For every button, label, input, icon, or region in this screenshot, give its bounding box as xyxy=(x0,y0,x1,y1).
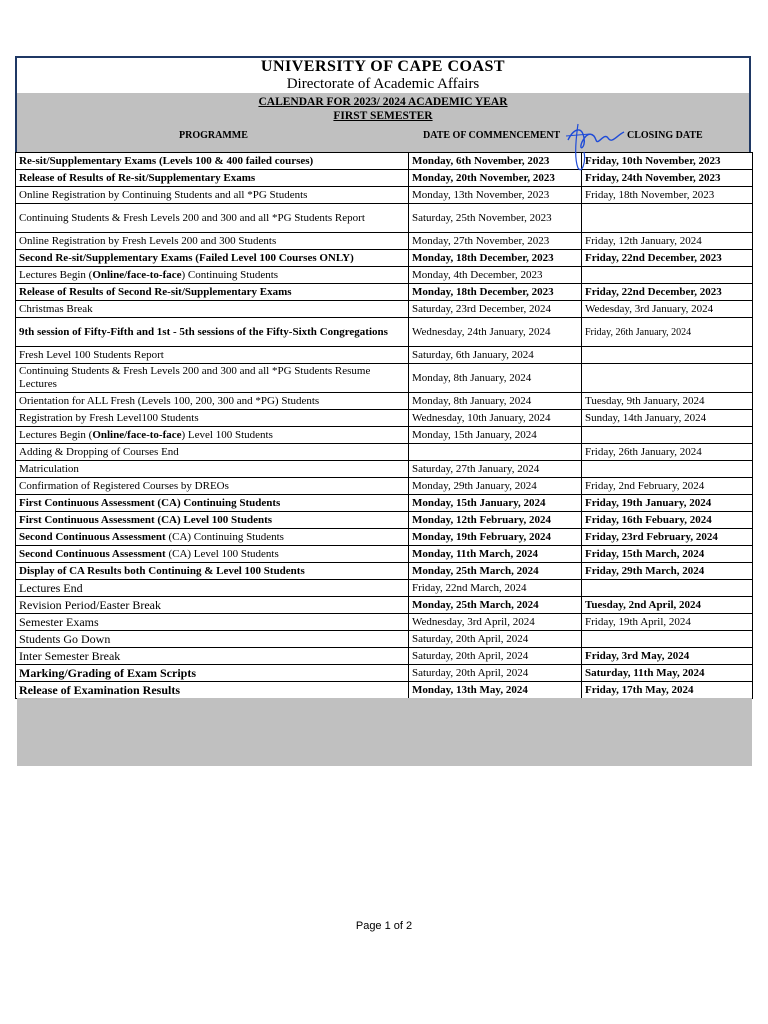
calendar-table xyxy=(15,152,753,699)
closing-cell xyxy=(582,580,753,597)
commencement-cell: Monday, 19th February, 2024 xyxy=(409,529,582,546)
commencement-cell: Saturday, 25th November, 2023 xyxy=(409,204,582,233)
commencement-cell: Saturday, 20th April, 2024 xyxy=(409,631,582,648)
commencement-cell: Monday, 6th November, 2023 xyxy=(409,153,582,170)
programme-cell: Christmas Break xyxy=(16,301,409,318)
programme-cell: Continuing Students & Fresh Levels 200 and 300 and all *PG Students Resume Lectures xyxy=(16,364,409,393)
closing-cell: Friday, 15th March, 2024 xyxy=(582,546,753,563)
programme-cell: Release of Results of Re-sit/Supplementary Exams xyxy=(16,170,409,187)
closing-cell: Friday, 19th April, 2024 xyxy=(582,614,753,631)
programme-text: (CA) Level 100 Students xyxy=(165,547,279,560)
programme-cell: Release of Results of Second Re-sit/Supplementary Exams xyxy=(16,284,409,301)
closing-cell: Friday, 12th January, 2024 xyxy=(582,233,753,250)
programme-text: Online/face-to-face xyxy=(92,428,182,441)
closing-cell: Friday, 16th Febuary, 2024 xyxy=(582,512,753,529)
commencement-cell: Monday, 13th November, 2023 xyxy=(409,187,582,204)
table-row xyxy=(16,233,753,250)
programme-cell: Adding & Dropping of Courses End xyxy=(16,444,409,461)
programme-cell: Fresh Level 100 Students Report xyxy=(16,347,409,364)
commencement-cell: Monday, 8th January, 2024 xyxy=(409,364,582,393)
column-headers xyxy=(17,124,749,146)
programme-cell: Revision Period/Easter Break xyxy=(16,597,409,614)
closing-cell xyxy=(582,267,753,284)
table-row xyxy=(16,204,753,233)
table-row xyxy=(16,187,753,204)
commencement-cell xyxy=(409,444,582,461)
commencement-cell: Wednesday, 24th January, 2024 xyxy=(409,318,582,347)
commencement-cell: Monday, 12th February, 2024 xyxy=(409,512,582,529)
programme-text: Online/face-to-face xyxy=(92,268,182,281)
commencement-cell: Monday, 4th December, 2023 xyxy=(409,267,582,284)
column-header-programme: PROGRAMME xyxy=(179,130,248,141)
semester-title: FIRST SEMESTER xyxy=(333,110,433,122)
closing-cell: Friday, 17th May, 2024 xyxy=(582,682,753,699)
table-row xyxy=(16,580,753,597)
table-row xyxy=(16,364,753,393)
table-row xyxy=(16,250,753,267)
closing-cell: Friday, 26th January, 2024 xyxy=(582,444,753,461)
programme-cell xyxy=(16,546,409,563)
closing-cell: Friday, 22nd December, 2023 xyxy=(582,250,753,267)
table-row xyxy=(16,648,753,665)
table-row xyxy=(16,631,753,648)
closing-cell xyxy=(582,461,753,478)
closing-cell xyxy=(582,364,753,393)
programme-cell: Online Registration by Continuing Students and all *PG Students xyxy=(16,187,409,204)
table-row xyxy=(16,318,753,347)
programme-cell: Confirmation of Registered Courses by DREOs xyxy=(16,478,409,495)
table-row xyxy=(16,563,753,580)
closing-cell: Friday, 19th January, 2024 xyxy=(582,495,753,512)
commencement-cell: Monday, 25th March, 2024 xyxy=(409,597,582,614)
programme-text: ) Continuing Students xyxy=(181,268,279,281)
commencement-cell: Wednesday, 3rd April, 2024 xyxy=(409,614,582,631)
programme-cell: Semester Exams xyxy=(16,614,409,631)
calendar-header xyxy=(15,93,751,152)
programme-text: Lectures Begin ( xyxy=(19,268,93,281)
closing-cell: Friday, 23rd February, 2024 xyxy=(582,529,753,546)
table-row xyxy=(16,301,753,318)
table-row xyxy=(16,529,753,546)
programme-cell: Orientation for ALL Fresh (Levels 100, 200, 300 and *PG) Students xyxy=(16,393,409,410)
title-box xyxy=(15,56,751,93)
commencement-cell: Wednesday, 10th January, 2024 xyxy=(409,410,582,427)
programme-text: Second Continuous Assessment xyxy=(19,547,166,560)
calendar-title: CALENDAR FOR 2023/ 2024 ACADEMIC YEAR xyxy=(258,96,508,108)
table-row xyxy=(16,393,753,410)
commencement-cell: Monday, 15th January, 2024 xyxy=(409,427,582,444)
table-row xyxy=(16,461,753,478)
programme-cell: 9th session of Fifty-Fifth and 1st - 5th sessions of the Fifty-Sixth Congregations xyxy=(16,318,409,347)
commencement-cell: Monday, 8th January, 2024 xyxy=(409,393,582,410)
closing-cell: Friday, 10th November, 2023 xyxy=(582,153,753,170)
programme-cell: Display of CA Results both Continuing & Level 100 Students xyxy=(16,563,409,580)
table-row xyxy=(16,597,753,614)
closing-cell xyxy=(582,631,753,648)
programme-cell: Students Go Down xyxy=(16,631,409,648)
commencement-cell: Monday, 11th March, 2024 xyxy=(409,546,582,563)
programme-cell: Registration by Fresh Level100 Students xyxy=(16,410,409,427)
commencement-cell: Saturday, 6th January, 2024 xyxy=(409,347,582,364)
programme-cell: Re-sit/Supplementary Exams (Levels 100 & 400 failed courses) xyxy=(16,153,409,170)
programme-cell xyxy=(16,529,409,546)
closing-cell xyxy=(582,347,753,364)
table-row xyxy=(16,495,753,512)
closing-cell xyxy=(582,204,753,233)
programme-cell xyxy=(16,427,409,444)
closing-cell: Friday, 18th November, 2023 xyxy=(582,187,753,204)
calendar-rows xyxy=(16,153,753,699)
closing-cell: Wedesday, 3rd January, 2024 xyxy=(582,301,753,318)
commencement-cell: Monday, 27th November, 2023 xyxy=(409,233,582,250)
directorate-name: Directorate of Academic Affairs xyxy=(286,76,480,92)
closing-cell xyxy=(582,427,753,444)
table-row xyxy=(16,444,753,461)
closing-cell: Friday, 24th November, 2023 xyxy=(582,170,753,187)
programme-cell: First Continuous Assessment (CA) Level 100 Students xyxy=(16,512,409,529)
programme-cell: Second Re-sit/Supplementary Exams (Failed Level 100 Courses ONLY) xyxy=(16,250,409,267)
commencement-cell: Monday, 29th January, 2024 xyxy=(409,478,582,495)
closing-cell: Tuesday, 9th January, 2024 xyxy=(582,393,753,410)
commencement-cell: Saturday, 20th April, 2024 xyxy=(409,648,582,665)
university-name: UNIVERSITY OF CAPE COAST xyxy=(260,58,506,75)
programme-text: ) Level 100 Students xyxy=(181,428,273,441)
table-row xyxy=(16,170,753,187)
table-row xyxy=(16,347,753,364)
commencement-cell: Monday, 18th December, 2023 xyxy=(409,284,582,301)
programme-cell: Online Registration by Fresh Levels 200 and 300 Students xyxy=(16,233,409,250)
programme-cell: First Continuous Assessment (CA) Continuing Students xyxy=(16,495,409,512)
commencement-cell: Saturday, 20th April, 2024 xyxy=(409,665,582,682)
programme-cell: Continuing Students & Fresh Levels 200 and 300 and all *PG Students Report xyxy=(16,204,409,233)
column-header-commencement: DATE OF COMMENCEMENT xyxy=(423,130,561,141)
commencement-cell: Monday, 13th May, 2024 xyxy=(409,682,582,699)
closing-cell: Friday, 3rd May, 2024 xyxy=(582,648,753,665)
programme-text: (CA) Continuing Students xyxy=(165,530,284,543)
programme-cell: Matriculation xyxy=(16,461,409,478)
table-row xyxy=(16,410,753,427)
table-row xyxy=(16,427,753,444)
programme-cell xyxy=(16,267,409,284)
table-row xyxy=(16,665,753,682)
table-row xyxy=(16,478,753,495)
table-row xyxy=(16,546,753,563)
programme-cell: Lectures End xyxy=(16,580,409,597)
closing-cell: Saturday, 11th May, 2024 xyxy=(582,665,753,682)
commencement-cell: Saturday, 23rd December, 2024 xyxy=(409,301,582,318)
calendar-sheet xyxy=(15,56,751,699)
commencement-cell: Monday, 15th January, 2024 xyxy=(409,495,582,512)
closing-cell: Friday, 29th March, 2024 xyxy=(582,563,753,580)
programme-cell: Release of Examination Results xyxy=(16,682,409,699)
table-row xyxy=(16,267,753,284)
closing-cell: Friday, 26th January, 2024 xyxy=(582,318,753,347)
commencement-cell: Monday, 20th November, 2023 xyxy=(409,170,582,187)
programme-cell: Inter Semester Break xyxy=(16,648,409,665)
programme-text: Second Continuous Assessment xyxy=(19,530,166,543)
programme-text: Lectures Begin ( xyxy=(19,428,93,441)
column-header-closing: CLOSING DATE xyxy=(627,130,703,141)
closing-cell: Friday, 2nd February, 2024 xyxy=(582,478,753,495)
table-row xyxy=(16,614,753,631)
commencement-cell: Friday, 22nd March, 2024 xyxy=(409,580,582,597)
commencement-cell: Monday, 25th March, 2024 xyxy=(409,563,582,580)
table-row xyxy=(16,512,753,529)
closing-cell: Tuesday, 2nd April, 2024 xyxy=(582,597,753,614)
page-number: Page 1 of 2 xyxy=(355,920,413,932)
commencement-cell: Monday, 18th December, 2023 xyxy=(409,250,582,267)
commencement-cell: Saturday, 27th January, 2024 xyxy=(409,461,582,478)
table-row xyxy=(16,284,753,301)
closing-cell: Friday, 22nd December, 2023 xyxy=(582,284,753,301)
table-row xyxy=(16,682,753,699)
table-row xyxy=(16,153,753,170)
footer-shade xyxy=(17,698,752,766)
programme-cell: Marking/Grading of Exam Scripts xyxy=(16,665,409,682)
closing-cell: Sunday, 14th January, 2024 xyxy=(582,410,753,427)
